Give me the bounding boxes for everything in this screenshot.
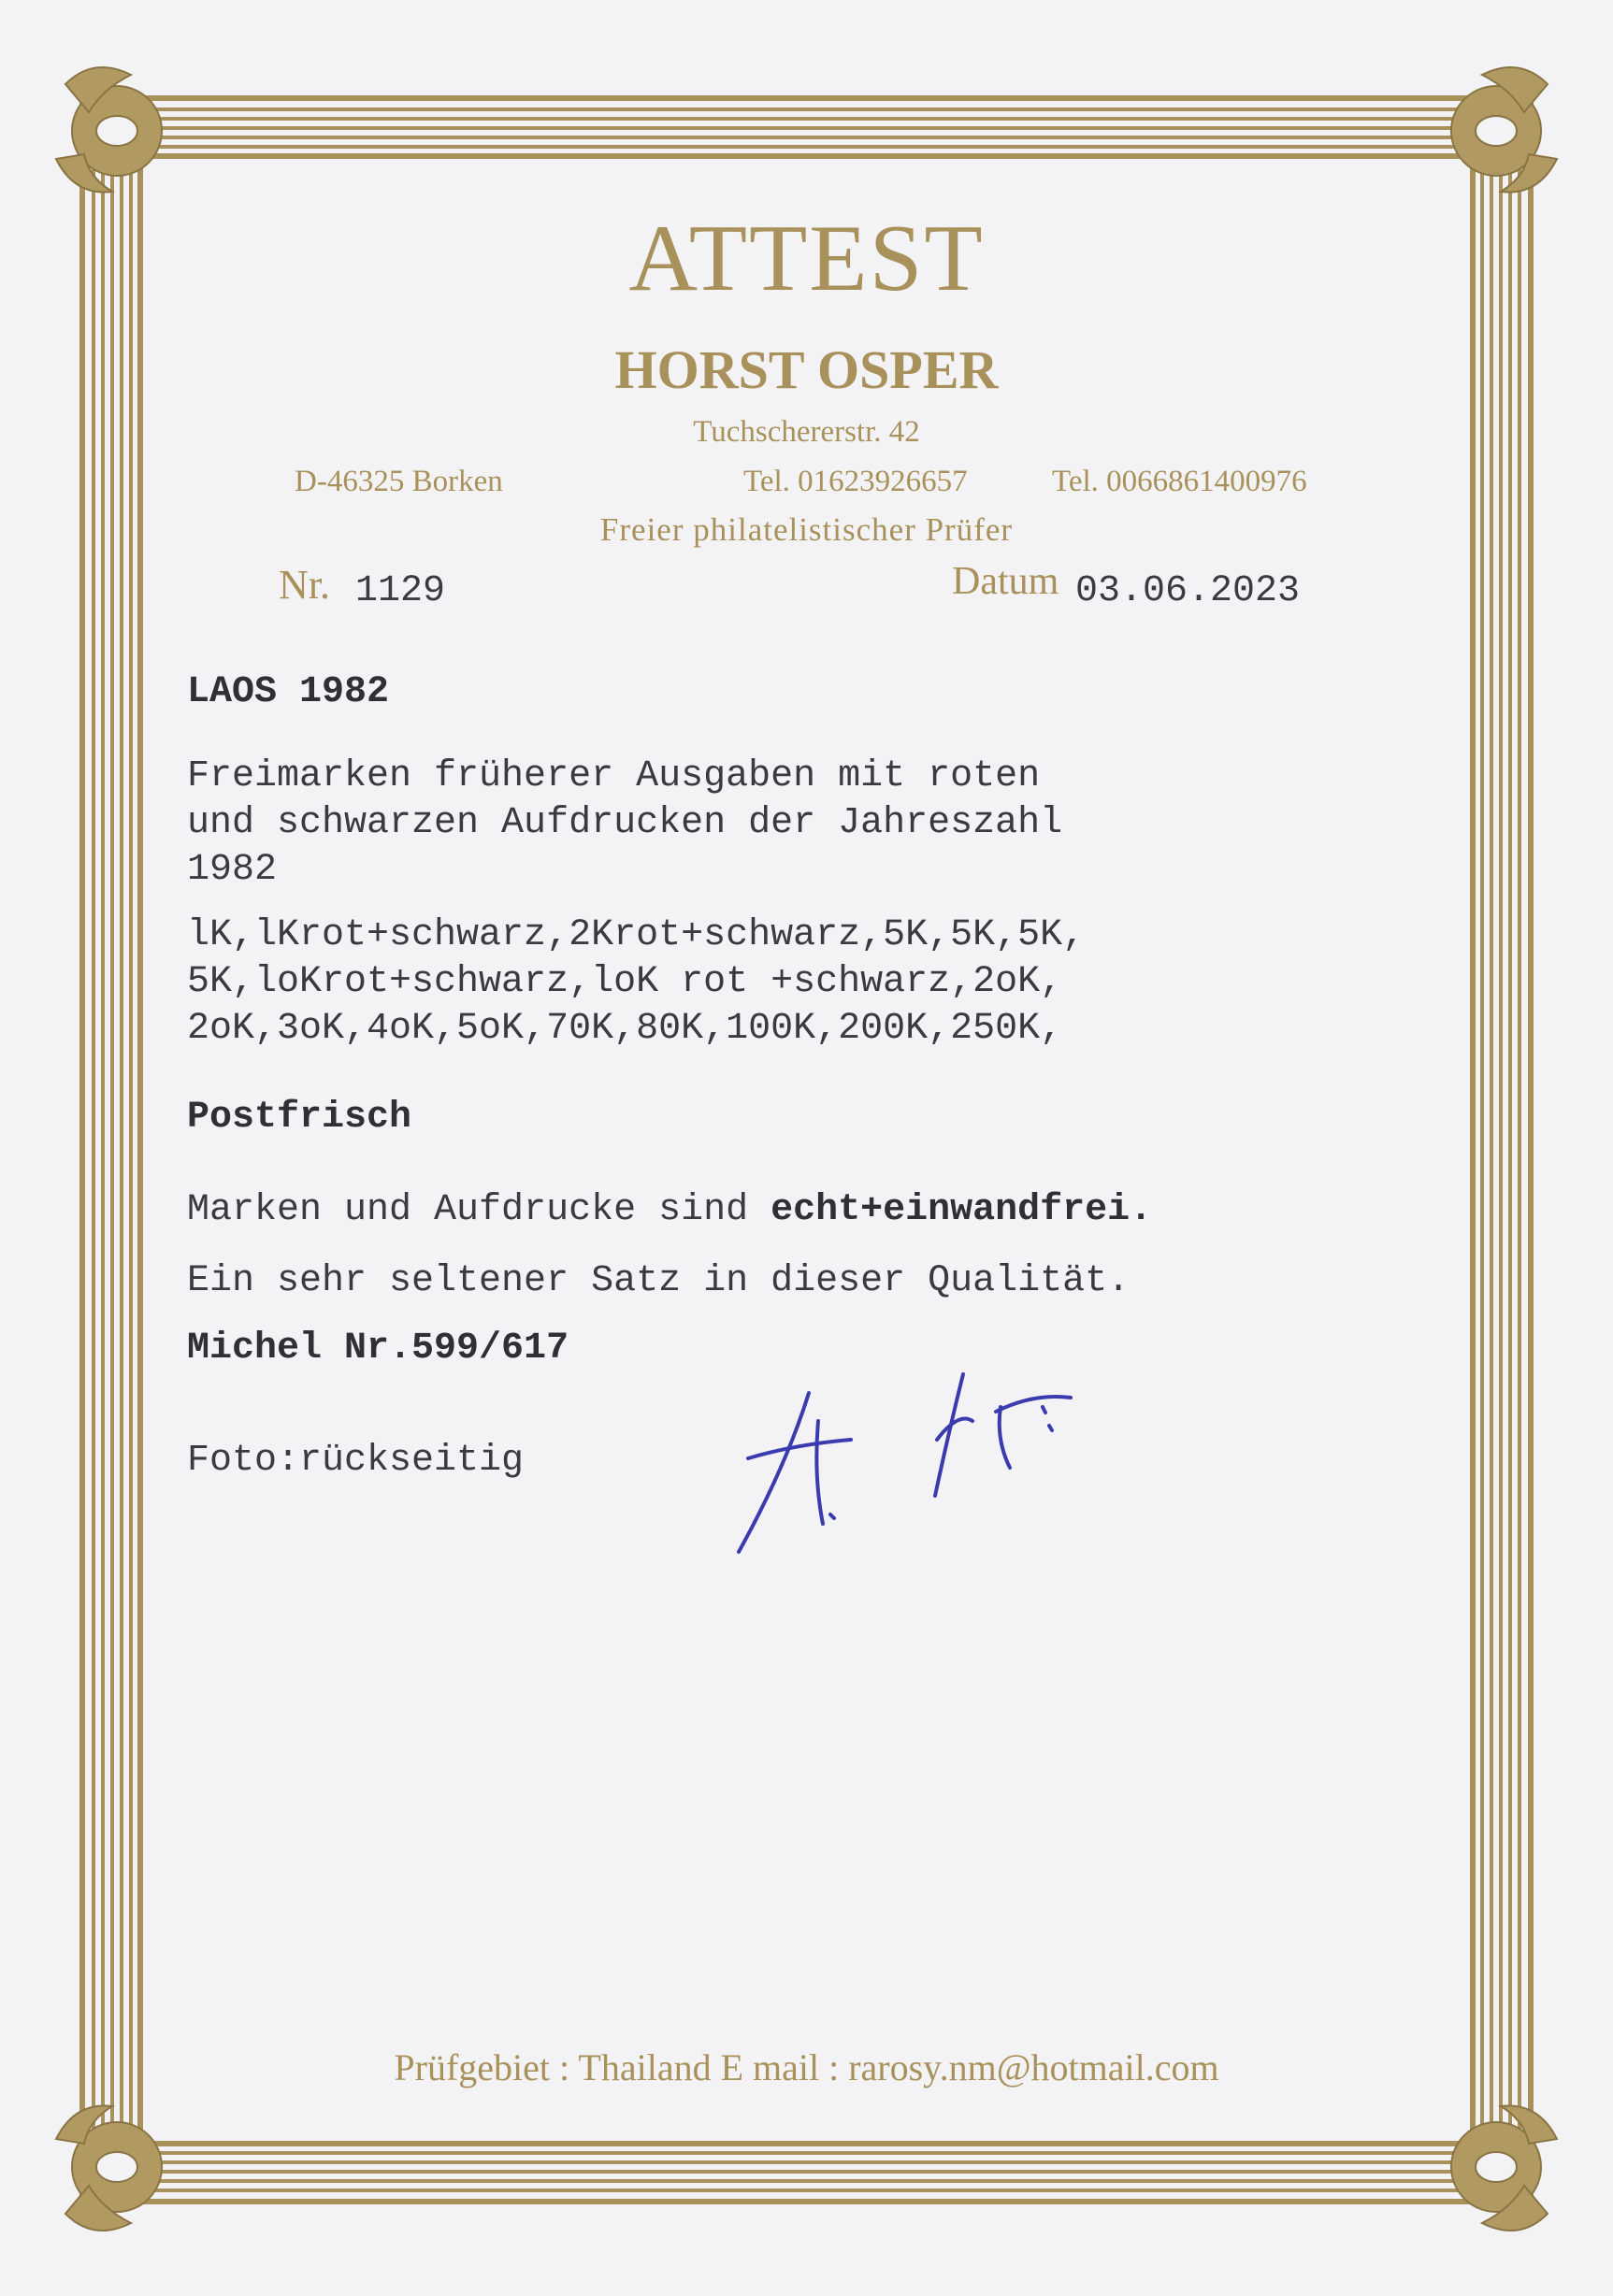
footer-contact: Prüfgebiet : Thailand E mail : rarosy.nm@hotmail.com [394, 2046, 1219, 2088]
certificate-date: 03.06.2023 [1075, 570, 1301, 612]
condition: Postfrisch [187, 1097, 412, 1139]
handwritten-signature [720, 1356, 1113, 1561]
examiner-phone-1: Tel. 01623926657 [743, 465, 968, 498]
verdict [187, 1189, 1152, 1231]
stamp-list-line: 2oK,3oK,4oK,5oK,70K,80K,100K,200K,250K, [187, 1008, 1063, 1050]
description-line: 1982 [187, 849, 278, 891]
examiner-name: HORST OSPER [614, 339, 999, 400]
corner-ornament-tl [56, 67, 162, 193]
remark: Ein sehr seltener Satz in dieser Qualität. [187, 1260, 1131, 1302]
corner-ornament-br [1451, 2105, 1557, 2231]
examiner-street: Tuchschererstr. 42 [693, 415, 920, 449]
description-line: Freimarken früherer Ausgaben mit roten [187, 755, 1041, 797]
catalog-number: Michel Nr.599/617 [187, 1327, 569, 1370]
corner-ornament-tr [1451, 67, 1557, 193]
examiner-city: D-46325 Borken [295, 465, 503, 498]
stamp-list-line: lK,lKrot+schwarz,2Krot+schwarz,5K,5K,5K, [187, 914, 1086, 956]
corner-ornament-bl [56, 2105, 162, 2231]
stamp-issue-heading: LAOS 1982 [187, 671, 390, 713]
verdict-result: echt+einwandfrei. [770, 1189, 1153, 1231]
examiner-role: Freier philatelistischer Prüfer [599, 511, 1014, 548]
stamp-list-line: 5K,loKrot+schwarz,loK rot +schwarz,2oK, [187, 961, 1063, 1003]
examiner-phone-2: Tel. 0066861400976 [1052, 465, 1307, 498]
certificate-number: 1129 [355, 570, 446, 612]
description-line: und schwarzen Aufdrucken der Jahreszahl [187, 802, 1063, 844]
photo-note: Foto:rückseitig [187, 1440, 525, 1482]
certificate-number-label: Nr. [279, 562, 330, 608]
document-title: ATTEST [628, 206, 985, 311]
verdict-prefix: Marken und Aufdrucke sind [187, 1189, 771, 1231]
date-label: Datum [952, 560, 1059, 603]
